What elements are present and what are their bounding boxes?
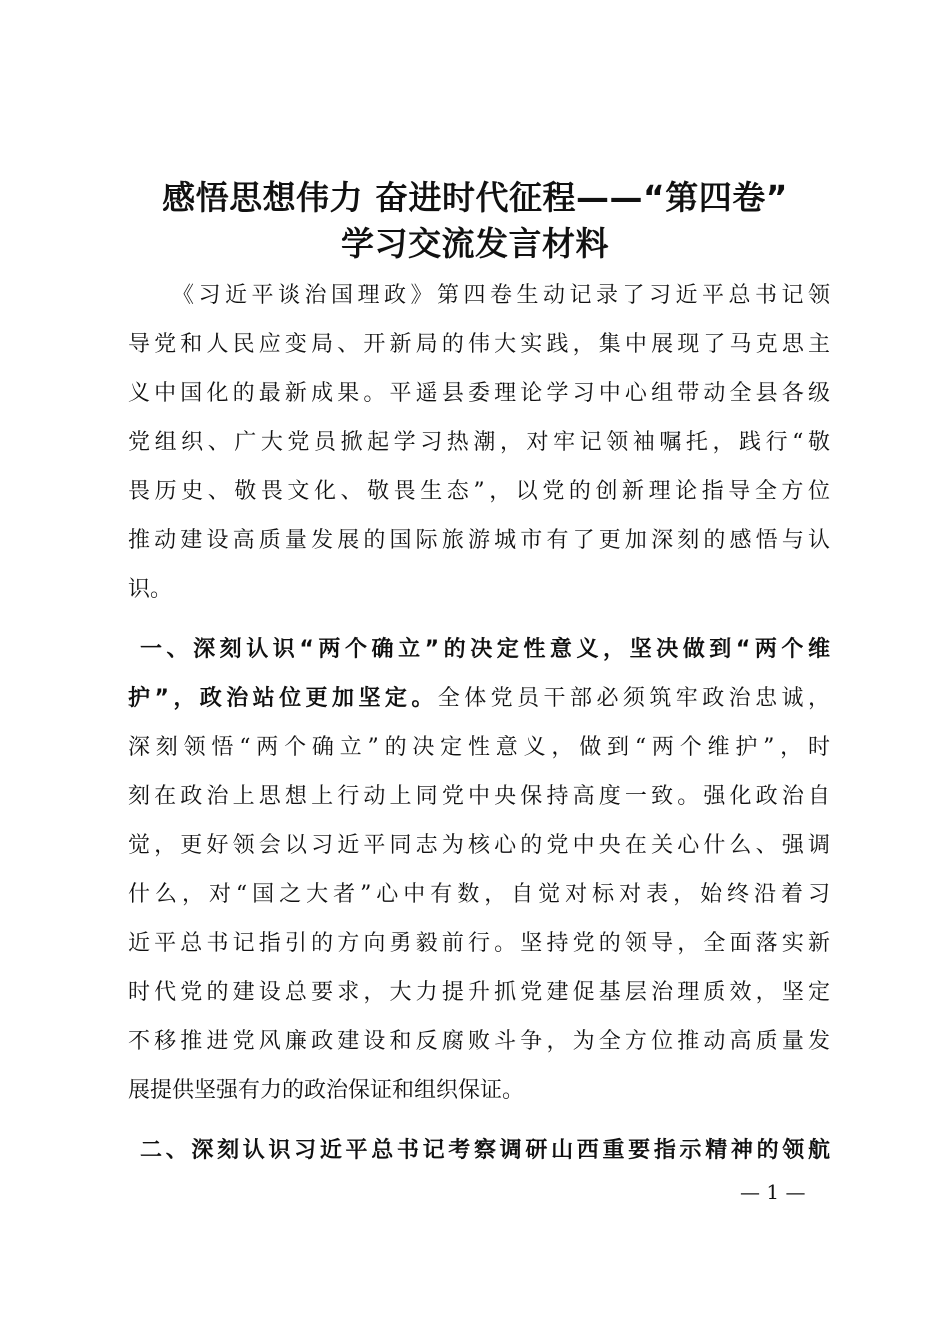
section-1-line: 刻在政治上思想上行动上同党中央保持高度一致。强化政治自 xyxy=(128,784,830,809)
section-1-line: 觉，更好领会以习近平同志为核心的党中央在关心什么、强调 xyxy=(128,833,830,858)
section-1-line: 近平总书记指引的方向勇毅前行。坚持党的领导，全面落实新 xyxy=(128,931,830,956)
section-1-line: 什么，对“国之大者”心中有数，自觉对标对表，始终沿着习 xyxy=(128,882,830,907)
section-1-line: 展提供坚强有力的政治保证和组织保证。 xyxy=(128,1078,525,1103)
section-1-line: 不移推进党风廉政建设和反腐败斗争，为全方位推动高质量发 xyxy=(128,1029,830,1054)
section-1-heading: 一、深刻认识“两个确立”的决定性意义，坚决做到“两个维 xyxy=(140,637,830,662)
intro-line: 义中国化的最新成果。平遥县委理论学习中心组带动全县各级 xyxy=(128,381,830,406)
section-1-body-start: 全体党员干部必须筑牢政治忠诚， xyxy=(437,686,830,711)
section-2-heading: 二、深刻认识习近平总书记考察调研山西重要指示精神的领航 xyxy=(140,1138,830,1163)
intro-line: 识。 xyxy=(128,577,173,602)
intro-line: 导党和人民应变局、开新局的伟大实践，集中展现了马克思主 xyxy=(128,332,830,357)
intro-line: 《习近平谈治国理政》第四卷生动记录了习近平总书记领 xyxy=(172,283,830,308)
intro-line: 推动建设高质量发展的国际旅游城市有了更加深刻的感悟与认 xyxy=(128,528,830,553)
page-number: — 1 — xyxy=(740,1180,806,1204)
section-1-heading-continuation xyxy=(128,676,830,721)
section-1-line: 时代党的建设总要求，大力提升抓党建促基层治理质效，坚定 xyxy=(128,980,830,1005)
section-1-heading-end: 护”，政治站位更加坚定。 xyxy=(128,686,438,711)
document-title-line-2: 学习交流发言材料 xyxy=(341,224,609,263)
intro-line: 党组织、广大党员掀起学习热潮，对牢记领袖嘱托，践行“敬 xyxy=(128,430,830,455)
section-1-line: 深刻领悟“两个确立”的决定性意义，做到“两个维护”，时 xyxy=(128,735,830,760)
document-title-line-1: 感悟思想伟力 奋进时代征程——“第四卷” xyxy=(162,178,788,217)
intro-line: 畏历史、敬畏文化、敬畏生态”，以党的创新理论指导全方位 xyxy=(128,479,830,504)
